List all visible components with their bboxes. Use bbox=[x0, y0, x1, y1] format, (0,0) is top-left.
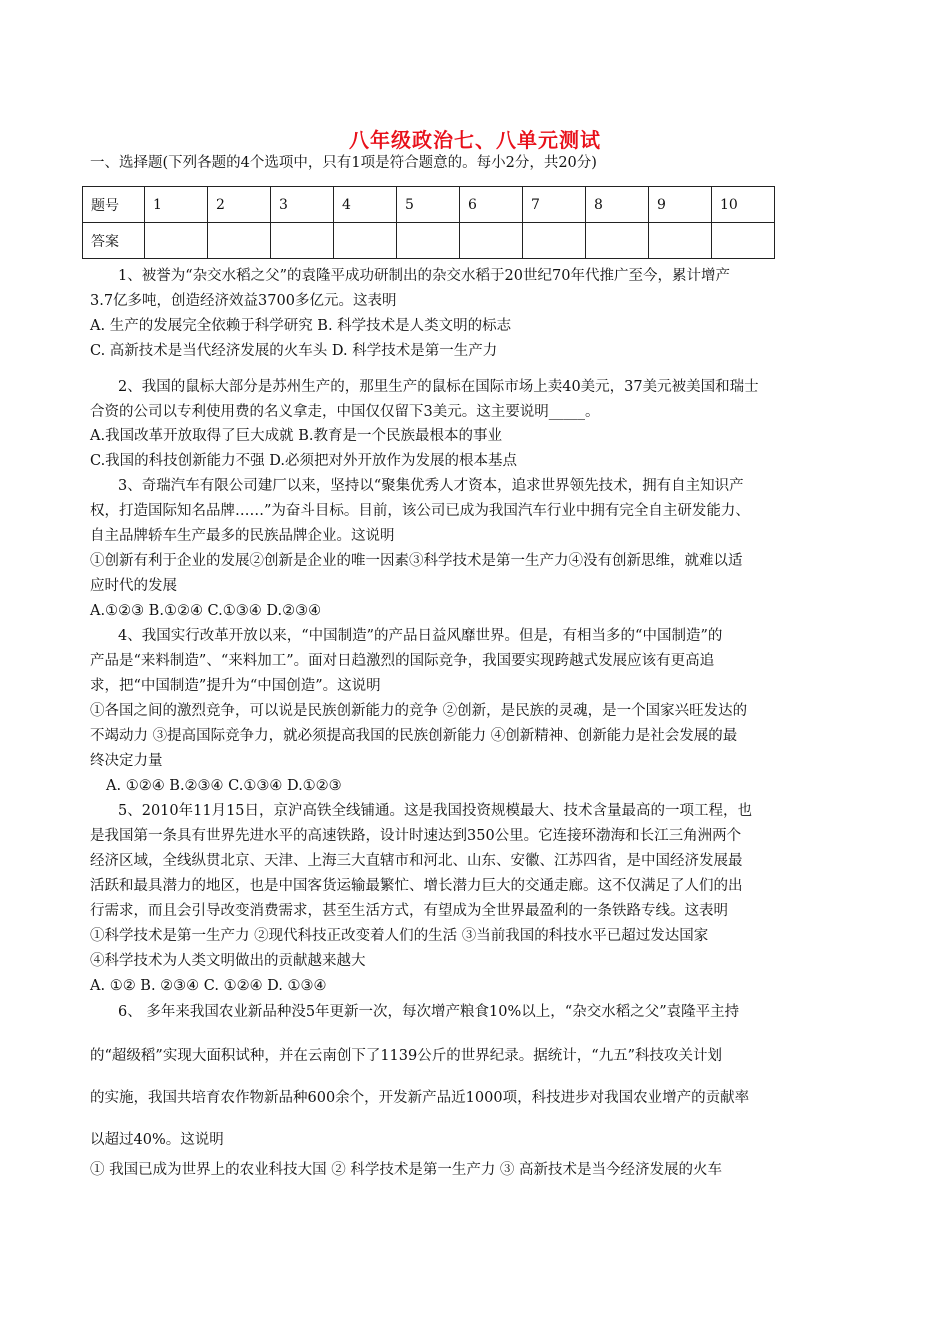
answer-cell[interactable] bbox=[397, 223, 460, 259]
table-cell: 1 bbox=[145, 187, 208, 223]
answer-cell[interactable] bbox=[271, 223, 334, 259]
question-5-text: 活跃和最具潜力的地区，也是中国客货运输最繁忙、增长潜力巨大的交通走廊。这不仅满足了人们的出 bbox=[90, 878, 743, 894]
question-6-text: ① 我国已成为世界上的农业科技大国 ② 科学技术是第一生产力 ③ 高新技术是当今经济发展的火车 bbox=[90, 1162, 723, 1178]
question-5-text: 5、2010年11月15日，京沪高铁全线铺通。这是我国投资规模最大、技术含量最高的一项工程，也 bbox=[118, 803, 753, 819]
question-3-text: 权，打造国际知名品牌……”为奋斗目标。目前，该公司已成为我国汽车行业中拥有完全自主研发能力、 bbox=[90, 503, 750, 519]
answer-cell[interactable] bbox=[208, 223, 271, 259]
question-4-option: A. ①②④ B.②③④ C.①③④ D.①②③ bbox=[106, 778, 342, 794]
table-row bbox=[83, 223, 775, 259]
question-6-text: 的“超级稻”实现大面积试种，并在云南创下了1139公斤的世界纪录。据统计，“九五”科技攻关计划 bbox=[90, 1048, 723, 1064]
table-cell: 9 bbox=[649, 187, 712, 223]
question-5-text: 是我国第一条具有世界先进水平的高速铁路，设计时速达到350公里。它连接环渤海和长江三角洲两个 bbox=[90, 828, 742, 844]
answer-cell[interactable] bbox=[649, 223, 712, 259]
question-5-option: A. ①② B. ②③④ C. ①②④ D. ①③④ bbox=[90, 978, 327, 994]
question-3-text: ①创新有利于企业的发展②创新是企业的唯一因素③科学技术是第一生产力④没有创新思维，就难以适 bbox=[90, 553, 743, 569]
question-4-text: 产品是“来料制造”、“来料加工”。面对日趋激烈的国际竞争，我国要实现跨越式发展应该有更高追 bbox=[90, 653, 715, 669]
question-1-text: 3.7亿多吨，创造经济效益3700多亿元。这表明 bbox=[90, 293, 397, 309]
question-4-text: ①各国之间的激烈竞争，可以说是民族创新能力的竞争 ②创新，是民族的灵魂，是一个国家兴旺发达的 bbox=[90, 703, 748, 719]
question-4-text: 不竭动力 ③提高国际竞争力，就必须提高我国的民族创新能力 ④创新精神、创新能力是社会发展的最 bbox=[90, 728, 738, 744]
answer-table bbox=[82, 186, 775, 259]
question-5-text: ①科学技术是第一生产力 ②现代科技正改变着人们的生活 ③当前我国的科技水平已超过发达国家 bbox=[90, 928, 709, 944]
table-cell: 7 bbox=[523, 187, 586, 223]
question-6-text: 6、 多年来我国农业新品种没5年更新一次，每次增产粮食10%以上，“杂交水稻之父”袁隆平主持 bbox=[118, 1004, 740, 1020]
table-cell: 5 bbox=[397, 187, 460, 223]
answer-cell[interactable] bbox=[586, 223, 649, 259]
table-cell: 3 bbox=[271, 187, 334, 223]
question-1-option: A. 生产的发展完全依赖于科学研究 B. 科学技术是人类文明的标志 bbox=[90, 318, 512, 334]
question-3-text: 3、奇瑞汽车有限公司建厂以来，坚持以“聚集优秀人才资本，追求世界领先技术，拥有自主知识产 bbox=[118, 478, 744, 494]
question-2-text: 合资的公司以专利使用费的名义拿走，中国仅仅留下3美元。这主要说明_____。 bbox=[90, 404, 600, 420]
question-5-text: 经济区域，全线纵贯北京、天津、上海三大直辖市和河北、山东、安徽、江苏四省，是中国经济发展最 bbox=[90, 853, 743, 869]
question-2-option: A.我国改革开放取得了巨大成就 B.教育是一个民族最根本的事业 bbox=[90, 428, 502, 444]
question-4-text: 终决定力量 bbox=[90, 753, 163, 769]
table-cell: 8 bbox=[586, 187, 649, 223]
answer-cell[interactable] bbox=[460, 223, 523, 259]
section-heading: 一、选择题(下列各题的4个选项中，只有1项是符合题意的。每小2分，共20分) bbox=[90, 155, 597, 171]
question-1-option: C. 高新技术是当代经济发展的火车头 D. 科学技术是第一生产力 bbox=[90, 343, 498, 359]
question-3-text: 应时代的发展 bbox=[90, 578, 177, 594]
question-2-option: C.我国的科技创新能力不强 D.必须把对外开放作为发展的根本基点 bbox=[90, 453, 518, 469]
table-header-number: 题号 bbox=[83, 187, 145, 223]
question-5-text: ④科学技术为人类文明做出的贡献越来越大 bbox=[90, 953, 366, 969]
answer-cell[interactable] bbox=[523, 223, 586, 259]
question-6-text: 以超过40%。这说明 bbox=[90, 1132, 224, 1148]
table-row bbox=[83, 187, 775, 223]
question-6-text: 的实施，我国共培育农作物新品种600余个，开发新产品近1000项，科技进步对我国农业增产的贡献率 bbox=[90, 1090, 750, 1106]
question-3-text: 自主品牌轿车生产最多的民族品牌企业。这说明 bbox=[90, 528, 395, 544]
page-title: 八年级政治七、八单元测试 bbox=[349, 128, 601, 152]
table-header-answer: 答案 bbox=[83, 223, 145, 259]
question-3-option: A.①②③ B.①②④ C.①③④ D.②③④ bbox=[90, 603, 322, 619]
question-1-text: 1、被誉为“杂交水稻之父”的袁隆平成功研制出的杂交水稻于20世纪70年代推广至今，累计增产 bbox=[118, 268, 730, 284]
table-cell: 6 bbox=[460, 187, 523, 223]
answer-cell[interactable] bbox=[334, 223, 397, 259]
answer-cell[interactable] bbox=[145, 223, 208, 259]
table-cell: 10 bbox=[712, 187, 775, 223]
question-4-text: 4、我国实行改革开放以来，“中国制造”的产品日益风靡世界。但是，有相当多的“中国制造”的 bbox=[118, 628, 723, 644]
question-2-text: 2、我国的鼠标大部分是苏州生产的，那里生产的鼠标在国际市场上卖40美元，37美元被美国和瑞士 bbox=[118, 379, 759, 395]
question-4-text: 求，把“中国制造”提升为“中国创造”。这说明 bbox=[90, 678, 381, 694]
answer-cell[interactable] bbox=[712, 223, 775, 259]
table-cell: 2 bbox=[208, 187, 271, 223]
table-cell: 4 bbox=[334, 187, 397, 223]
question-5-text: 行需求，而且会引导改变消费需求，甚至生活方式，有望成为全世界最盈利的一条铁路专线。这表明 bbox=[90, 903, 728, 919]
